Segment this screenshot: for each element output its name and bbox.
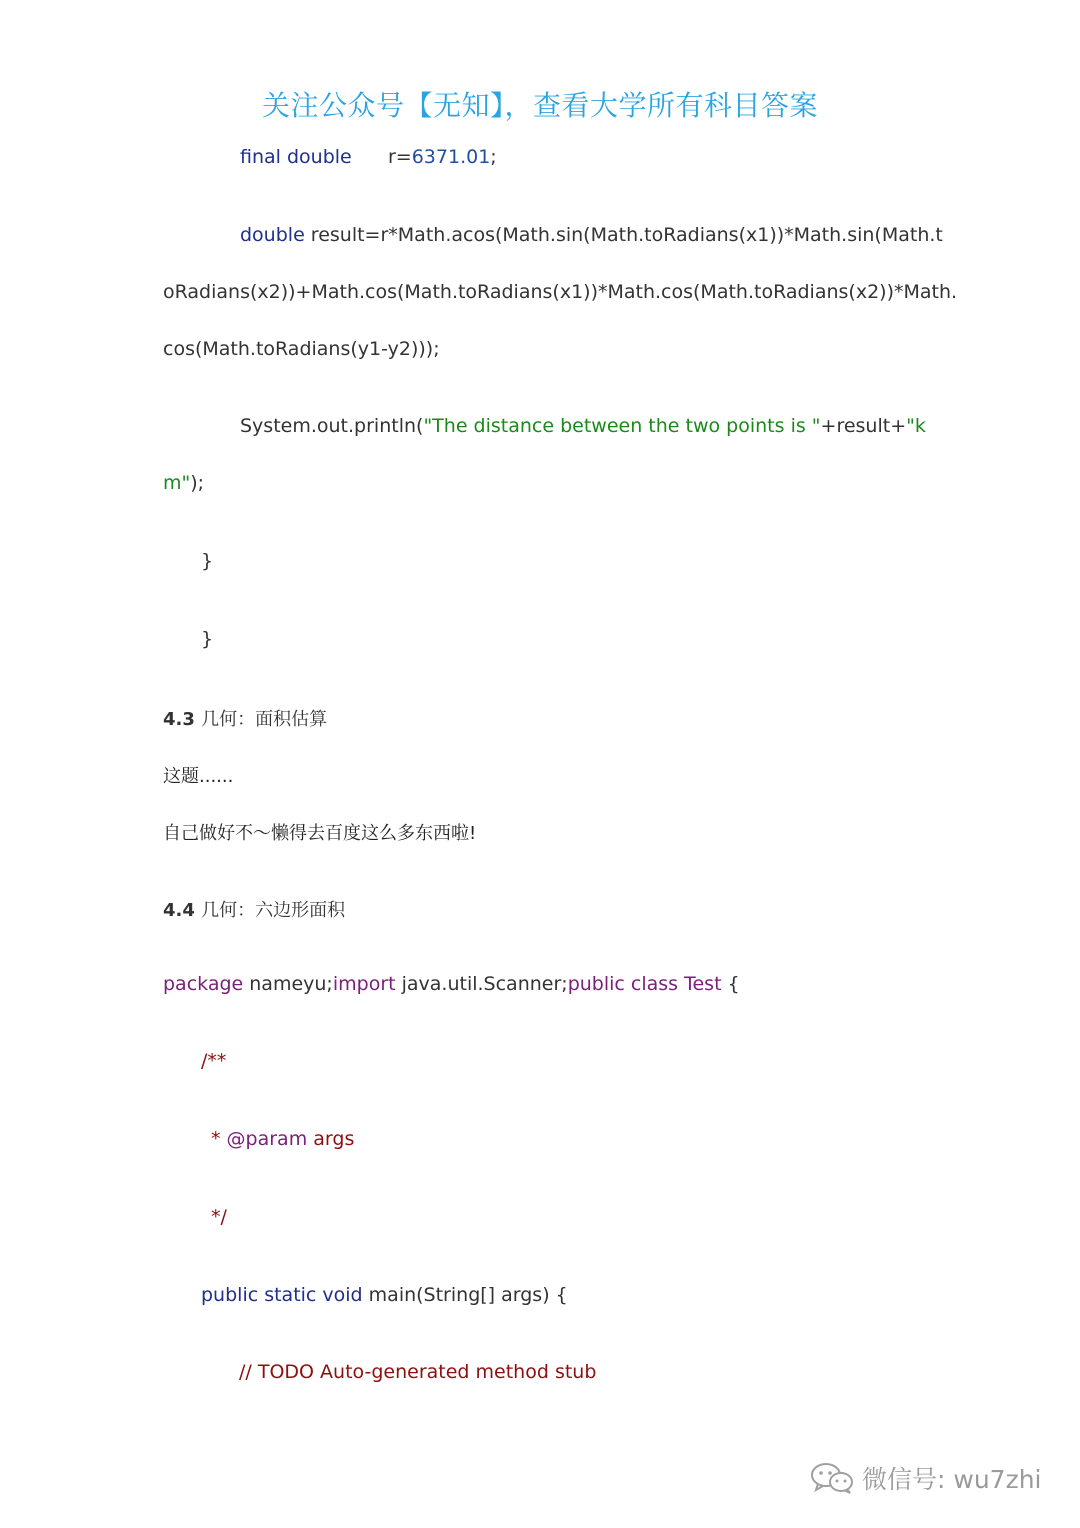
code-comment: // TODO Auto-generated method stub	[239, 1361, 597, 1383]
code-class-name: Test	[678, 973, 722, 995]
page-banner: 关注公众号【无知】，查看大学所有科目答案	[261, 89, 818, 122]
paragraph: 这题......	[163, 766, 234, 787]
code-string: m"	[163, 472, 191, 494]
code-text: main(String[] args) {	[362, 1284, 568, 1306]
code-text: ;	[490, 146, 497, 168]
code-keyword: final double	[240, 146, 352, 168]
code-brace: }	[201, 550, 214, 572]
javadoc-arg: args	[307, 1128, 355, 1150]
code-brace: }	[201, 628, 214, 650]
section-number: 4.4	[163, 900, 195, 921]
code-keyword: double	[240, 224, 305, 246]
code-text: System.out.println(	[240, 415, 424, 437]
paragraph: 自己做好不～懒得去百度这么多东西啦!	[163, 823, 477, 844]
code-keyword: public class	[567, 973, 679, 995]
section-heading-4-4	[163, 896, 345, 922]
section-title: 几何：六边形面积	[201, 900, 346, 921]
code-text: java.util.Scanner;	[395, 973, 568, 995]
code-line	[240, 415, 926, 437]
javadoc-tag: @param	[226, 1128, 308, 1150]
wechat-icon	[810, 1461, 854, 1495]
code-line: oRadians(x2))+Math.cos(Math.toRadians(x1))*Math.cos(Math.toRadians(x2))*Math.	[163, 281, 958, 303]
code-line	[240, 224, 943, 246]
code-string: "The distance between the two points is "	[423, 415, 821, 437]
code-line	[240, 146, 497, 168]
code-comment	[211, 1128, 354, 1150]
code-keyword: import	[332, 973, 396, 995]
code-line	[163, 472, 204, 494]
code-line	[163, 973, 740, 995]
code-text: nameyu;	[243, 973, 333, 995]
code-text: );	[190, 472, 205, 494]
section-number: 4.3	[163, 709, 195, 730]
section-title: 几何：面积估算	[201, 709, 328, 730]
code-keyword: package	[163, 973, 244, 995]
code-number: 6371.01	[411, 146, 491, 168]
comment-star: *	[211, 1128, 227, 1150]
code-comment: /**	[201, 1050, 227, 1072]
code-string: "k	[906, 415, 926, 437]
code-text: result=r*Math.acos(Math.sin(Math.toRadians(x1))*Math.sin(Math.t	[304, 224, 943, 246]
code-text: {	[721, 973, 740, 995]
watermark-text: 微信号: wu7zhi	[862, 1465, 1042, 1494]
code-line	[201, 1284, 568, 1306]
code-text: r=	[387, 146, 412, 168]
wechat-watermark	[810, 1455, 1041, 1501]
section-heading-4-3	[163, 705, 327, 731]
code-comment: */	[211, 1206, 227, 1228]
code-text: +result+	[820, 415, 907, 437]
code-keyword: public static void	[201, 1284, 363, 1306]
code-line: cos(Math.toRadians(y1-y2)));	[163, 338, 440, 360]
